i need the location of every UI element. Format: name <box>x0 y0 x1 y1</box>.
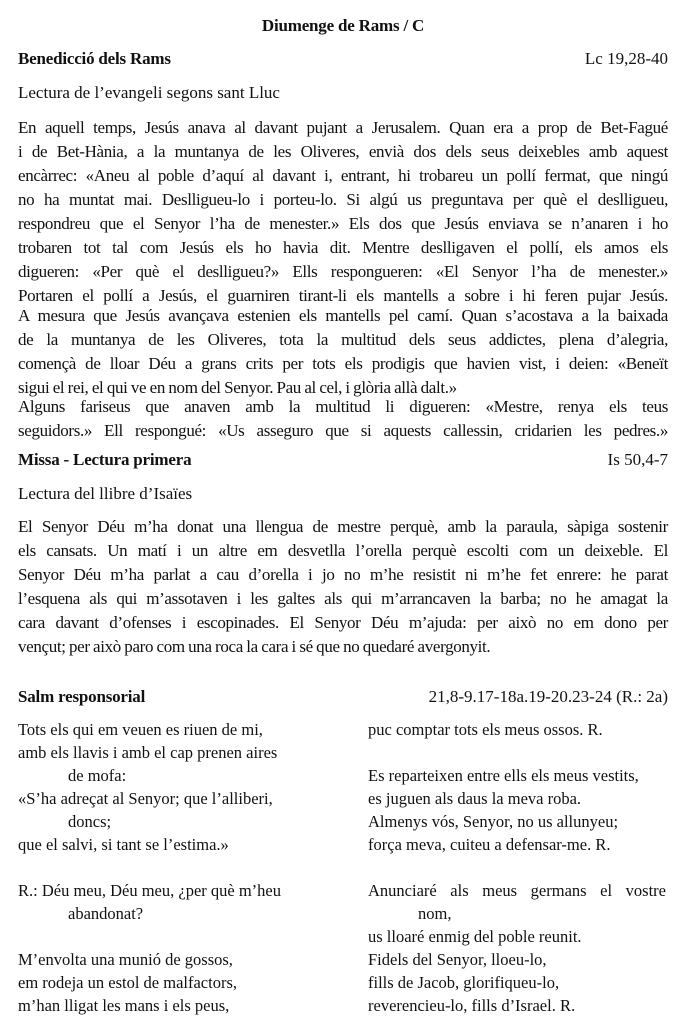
section-header-blessing <box>18 49 668 73</box>
text-line: El Senyor Déu m’ha donat una llengua de mestre perquè, amb la paraula, sàpiga sostenir <box>18 517 668 536</box>
text-line: de la muntanya de les Oliveres, tota la multitud dels seus addictes, plena d’alegria, <box>18 330 668 349</box>
psalm-verse-line: doncs; <box>68 812 112 831</box>
text-line: començà de lloar Déu a grans crits per tots els prodigis que havien vist, i deien: «Beneït <box>18 354 668 373</box>
psalm-left-column <box>18 718 318 1017</box>
section-header-psalm <box>18 687 668 711</box>
psalm-verse-line: Fidels del Senyor, lloeu-lo, <box>368 950 547 969</box>
stanza-break <box>368 856 668 879</box>
psalm-verse-line: m’han lligat les mans i els peus, <box>18 996 230 1015</box>
psalm-verse-line: reverencieu-lo, fills d’Israel. R. <box>368 996 576 1015</box>
gospel-paragraph-1 <box>18 116 668 308</box>
psalm-verse-line: de mofa: <box>68 766 127 785</box>
stanza-break <box>368 741 668 764</box>
text-line: Alguns fariseus que anaven amb la multitud li digueren: «Mestre, renya els teus <box>18 397 668 416</box>
text-line: sigui el rei, el qui ve en nom del Senyor. Pau al cel, i glòria allà dalt.» <box>18 378 457 397</box>
text-line: En aquell temps, Jesús anava al davant pujant a Jerusalem. Quan era a prop de Bet-Fagué <box>18 118 668 137</box>
psalm-verse-line: nom, <box>418 904 452 923</box>
psalm-verse-line: força meva, cuiteu a defensar-me. R. <box>368 835 611 854</box>
psalm-verse-line: M’envolta una munió de gossos, <box>18 950 233 969</box>
psalm-verse-line: Almenys vós, Senyor, no us allunyeu; <box>368 812 619 831</box>
psalm-verse-line: Tots els qui em veuen es riuen de mi, <box>18 720 263 739</box>
section-heading: Salm responsorial <box>18 687 146 706</box>
reading-intro: Lectura de l’evangeli segons sant Lluc <box>18 83 280 102</box>
gospel-paragraph-2 <box>18 304 668 400</box>
first-reading-paragraph <box>18 515 668 659</box>
text-line: cara davant d’ofenses i escopinades. El Senyor Déu m’ajuda: per això no em dono per <box>18 613 668 632</box>
psalm-verse-line: que el salvi, si tant se l’estima.» <box>18 835 229 854</box>
text-line: respondreu que el Senyor l’ha de menester.» Els dos que Jesús enviava se n’anaren i ho <box>18 214 668 233</box>
psalm-verse-line: puc comptar tots els meus ossos. R. <box>368 720 603 739</box>
text-line: seguidors.» Ell respongué: «Us asseguro que si aquests callessin, cridarien les pedres.» <box>18 421 668 440</box>
text-line: Senyor Déu m’ha parlat a cau d’orella i jo no m’he resistit ni m’he fet enrere: he parat <box>18 565 668 584</box>
psalm-verse-line: es juguen als daus la meva roba. <box>368 789 582 808</box>
gospel-paragraph-3 <box>18 395 668 443</box>
section-heading: Missa - Lectura primera <box>18 450 192 469</box>
scripture-reference: 21,8-9.17-18a.19-20.23-24 (R.: 2a) <box>428 687 668 706</box>
text-line: encàrrec: «Aneu al poble d’aquí al davant i, entrant, hi trobareu un pollí fermat, que ningú <box>18 166 668 185</box>
psalm-verse-line: Anunciaré als meus germans el vostre <box>368 881 666 900</box>
text-line: els cansats. Un matí i un altre em desvetlla l’orella perquè escolti com un deixeble. El <box>18 541 668 560</box>
psalm-verse-line: fills de Jacob, glorifiqueu-lo, <box>368 973 560 992</box>
text-line: l’esquena als qui m’assotaven i les galtes als qui m’arrancaven la barba; no he amagat la <box>18 589 668 608</box>
stanza-break <box>18 925 318 948</box>
section-header-first-reading <box>18 450 668 474</box>
section-heading: Benedicció dels Rams <box>18 49 171 68</box>
stanza-break <box>18 856 318 879</box>
text-line: no ha muntat mai. Deslligueu-lo i porteu-lo. Si algú us preguntava per què el deslligueu, <box>18 190 668 209</box>
text-line: A mesura que Jesús avançava estenien els mantells pel camí. Quan s’acostava a la baixada <box>18 306 668 325</box>
psalm-verse-line: abandonat? <box>68 904 144 923</box>
text-line: i de Bet-Hània, a la muntanya de les Oliveres, envià dos dels seus deixebles amb aquest <box>18 142 668 161</box>
text-line: Portaren el pollí a Jesús, el guarniren tirant-li els mantells a sobre i hi feren pujar Jesús. <box>18 286 668 305</box>
page-title: Diumenge de Rams / C <box>261 16 425 35</box>
psalm-verse-line: em rodeja un estol de malfactors, <box>18 973 238 992</box>
reading-intro: Lectura del llibre d’Isaïes <box>18 484 193 503</box>
text-line: trobaren tot tal com Jesús els ho havia dit. Mentre deslligaven el pollí, els amos els <box>18 238 668 257</box>
psalm-verse-line: R.: Déu meu, Déu meu, ¿per què m’heu <box>18 881 282 900</box>
scripture-reference: Lc 19,28-40 <box>584 49 668 68</box>
psalm-verse-line: us lloaré enmig del poble reunit. <box>368 927 582 946</box>
psalm-right-column <box>368 718 668 1017</box>
text-line: digueren: «Per què el deslligueu?» Ells respongueren: «El Senyor l’ha de menester.» <box>18 262 668 281</box>
text-line: vençut; per això paro com una roca la cara i sé que no quedaré avergonyit. <box>18 637 491 656</box>
psalm-verse-line: amb els llavis i amb el cap prenen aires <box>18 743 278 762</box>
psalm-verse-line: «S’ha adreçat al Senyor; que l’alliberi, <box>18 789 273 808</box>
psalm-verse-line: Es reparteixen entre ells els meus vestits, <box>368 766 639 785</box>
scripture-reference: Is 50,4-7 <box>607 450 668 469</box>
